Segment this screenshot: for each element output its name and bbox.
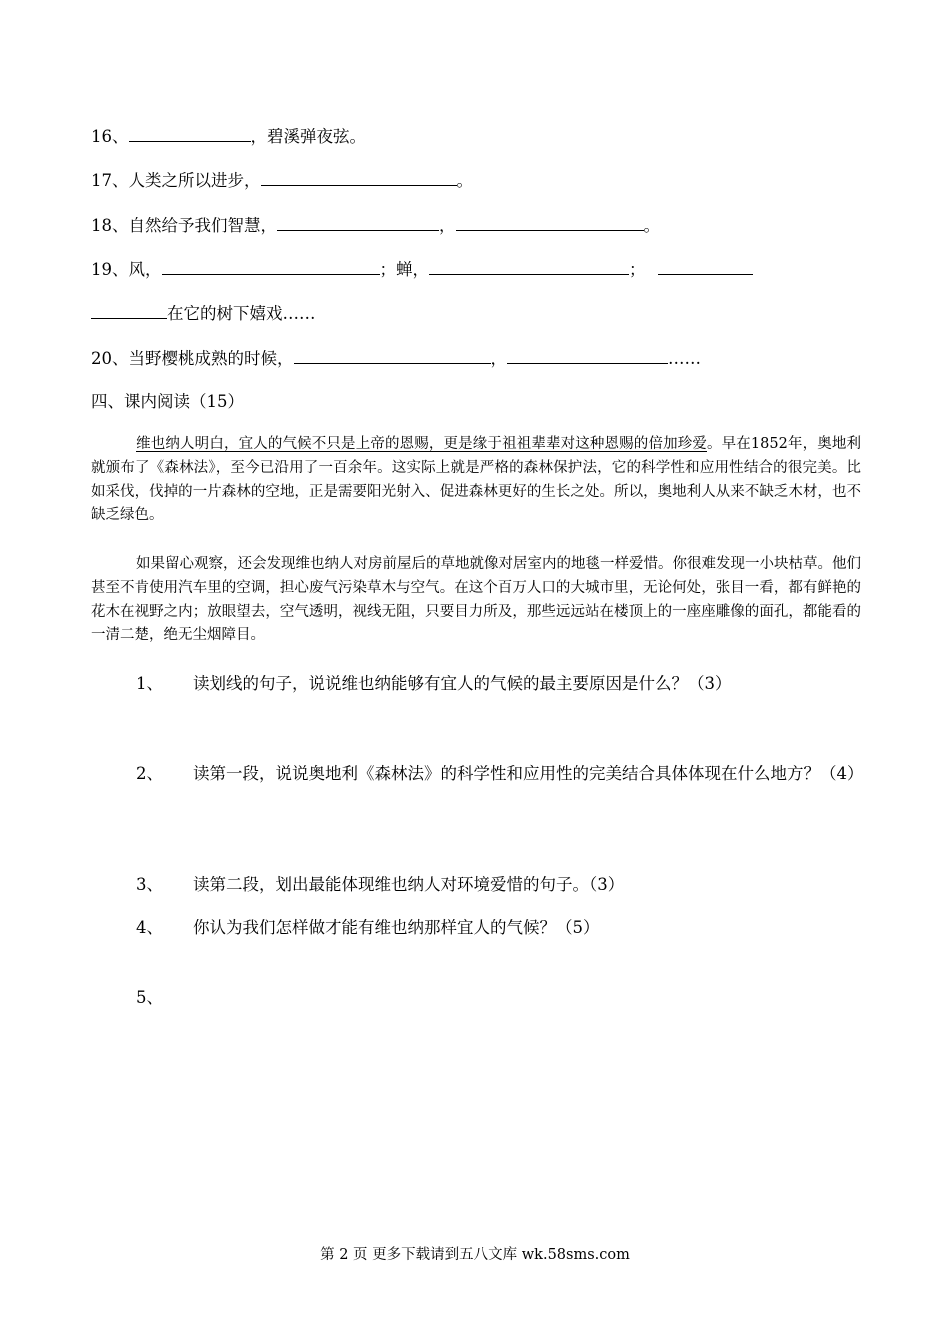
paragraph-text: 如果留心观察，还会发现维也纳人对房前屋后的草地就像对居室内的地毯一样爱惜。你很难发现一小块枯草。他们甚至不肯使用汽车里的空调，担心废气污染草木与空气。在这个百万人口的大城市里，无论何处，张目一看，都有鲜艳的花木在视野之内；放眼望去，空气透明，视线无阻，只要目力所及，那些远远站在楼顶上的一座座雕像的面孔，都能看的一清二楚，绝无尘烟障目。 — [91, 556, 861, 644]
blank-line[interactable] — [129, 124, 251, 142]
question-20 — [91, 346, 701, 371]
question-text: …… — [668, 349, 701, 368]
separator: ， — [490, 349, 507, 368]
question-number: 5、 — [136, 988, 163, 1007]
question-text: 读第一段，说说奥地利《森林法》的科学性和应用性的完美结合具体体现在什么地方？（4） — [193, 764, 864, 783]
page-footer: 第 2 页 更多下载请到五八文库 wk.58sms.com — [320, 1247, 630, 1263]
blank-line[interactable] — [294, 346, 491, 364]
question-number: 16、 — [91, 127, 129, 146]
section-title: 四、课内阅读（15） — [91, 392, 244, 411]
question-18 — [91, 213, 660, 238]
question-17 — [91, 168, 473, 193]
underlined-sentence: 维也纳人明白，宜人的气候不只是上帝的恩赐，更是缘于祖祖辈辈对这种恩赐的倍加珍爱 — [136, 436, 707, 452]
question-number: 4、 — [136, 918, 163, 937]
question-number: 20、 — [91, 349, 129, 368]
question-number: 18、 — [91, 216, 129, 235]
blank-line[interactable] — [429, 257, 629, 275]
blank-line[interactable] — [277, 213, 439, 231]
paragraph-text: 。早在1852年，奥地利就颁布了《森林法》，至今已沿用了一百余年。这实际上就是严格的森林保护法，它的科学性和应用性结合的很完美。比如采伐，伐掉的一片森林的空地，正是需要阳光射入、促进森林更好的生长之处。所以，奥地利人从来不缺乏木材，也不缺乏绿色。 — [91, 436, 861, 524]
blank-line[interactable] — [162, 257, 380, 275]
blank-line[interactable] — [261, 168, 457, 186]
question-text: 当野樱桃成熟的时候， — [128, 349, 294, 368]
question-text: 你认为我们怎样做才能有维也纳那样宜人的气候？（5） — [193, 918, 600, 937]
question-text: 。 — [643, 216, 660, 235]
blank-line[interactable] — [456, 213, 644, 231]
question-text: 风， — [128, 260, 162, 279]
question-text: 人类之所以进步， — [128, 171, 261, 190]
question-text: ，碧溪弹夜弦。 — [250, 127, 366, 146]
question-number: 17、 — [91, 171, 129, 190]
separator: ， — [439, 216, 456, 235]
question-19-continued — [91, 301, 316, 326]
question-text: 读划线的句子，说说维也纳能够有宜人的气候的最主要原因是什么？（3） — [193, 674, 732, 693]
question-text: 自然给予我们智慧， — [128, 216, 277, 235]
separator: ；蝉， — [379, 260, 429, 279]
passage-paragraph-1 — [91, 433, 861, 528]
question-number: 3、 — [136, 875, 163, 894]
question-number: 19、 — [91, 260, 129, 279]
question-number: 1、 — [136, 674, 163, 693]
separator: ； — [629, 260, 646, 279]
passage-paragraph-2 — [91, 553, 861, 648]
question-text: 在它的树下嬉戏…… — [167, 304, 316, 323]
question-text: 读第二段，划出最能体现维也纳人对环境爱惜的句子。（3） — [193, 875, 625, 894]
blank-line[interactable] — [507, 346, 668, 364]
question-19 — [91, 257, 753, 282]
question-text: 。 — [456, 171, 473, 190]
blank-line[interactable] — [658, 257, 753, 275]
blank-line[interactable] — [91, 301, 167, 319]
question-16 — [91, 124, 366, 149]
question-number: 2、 — [136, 764, 163, 783]
